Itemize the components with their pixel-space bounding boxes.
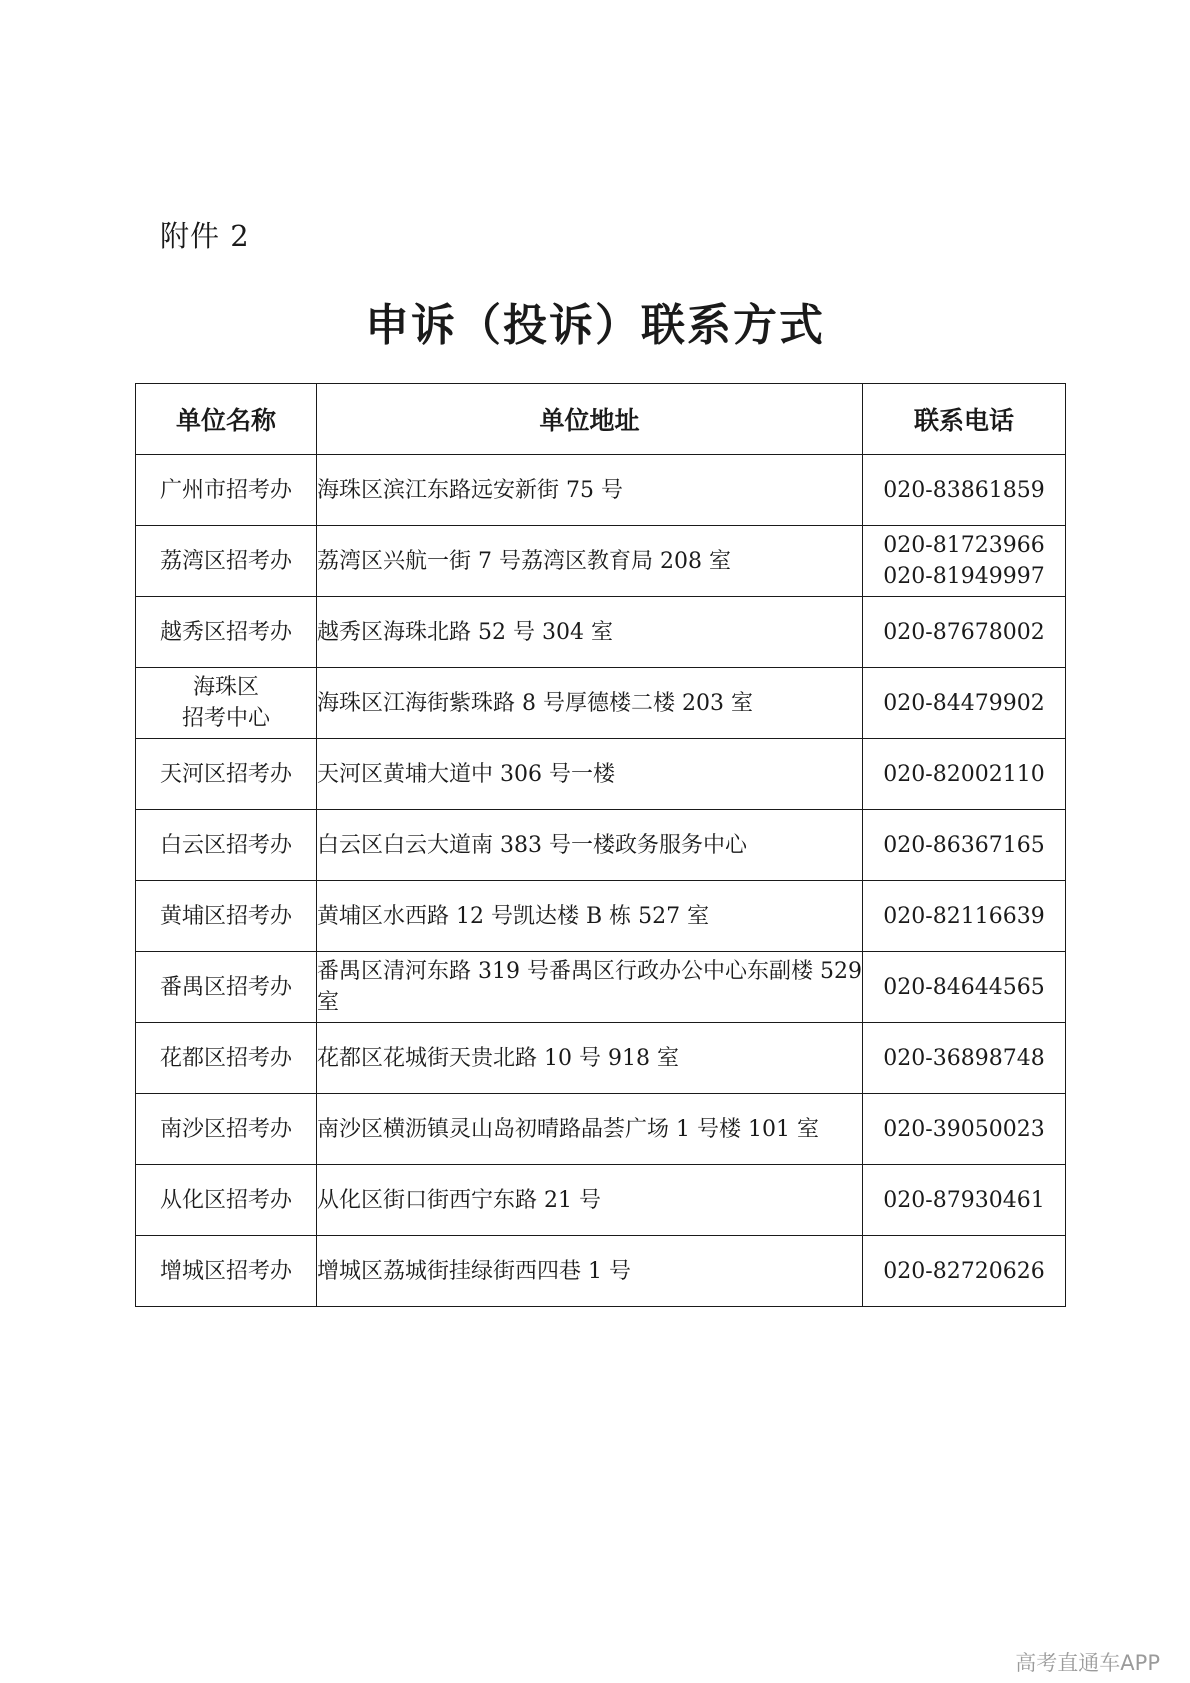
- phone-number: 020-86367165: [883, 832, 1045, 858]
- unit-address: 南沙区横沥镇灵山岛初晴路晶荟广场 1 号楼 101 室: [317, 1094, 863, 1165]
- unit-name: 增城区招考办: [159, 1258, 292, 1284]
- contact-table: [135, 383, 1066, 1307]
- table-row: [136, 810, 1066, 881]
- contact-phone-cell: [863, 810, 1066, 881]
- unit-name-cell: [136, 668, 317, 739]
- contact-phone-cell: [863, 1023, 1066, 1094]
- unit-address: 增城区荔城街挂绿街西四巷 1 号: [317, 1236, 863, 1307]
- contact-phone-cell: [863, 597, 1066, 668]
- contact-phone-cell: [863, 526, 1066, 597]
- unit-address: 越秀区海珠北路 52 号 304 室: [317, 597, 863, 668]
- contact-phone-cell: [863, 881, 1066, 952]
- unit-name: 荔湾区招考办: [159, 548, 292, 574]
- phone-number: 020-82116639: [883, 903, 1045, 929]
- table-row: [136, 597, 1066, 668]
- table-row: [136, 455, 1066, 526]
- phone-number: 020-84644565: [883, 974, 1045, 1000]
- header-contact-phone: 联系电话: [863, 384, 1066, 455]
- unit-name-cell: [136, 1023, 317, 1094]
- unit-address: 荔湾区兴航一街 7 号荔湾区教育局 208 室: [317, 526, 863, 597]
- contact-phone-cell: [863, 1094, 1066, 1165]
- watermark: 高考直通车APP: [1015, 1651, 1160, 1675]
- phone-number: 020-39050023: [883, 1116, 1045, 1142]
- unit-name: 南沙区招考办: [159, 1116, 292, 1142]
- table-row: [136, 952, 1066, 1023]
- unit-name-cell: [136, 597, 317, 668]
- unit-name-cell: [136, 810, 317, 881]
- unit-address: 海珠区滨江东路远安新街 75 号: [317, 455, 863, 526]
- table-row: [136, 881, 1066, 952]
- unit-name: 广州市招考办: [159, 477, 292, 503]
- phone-number: 020-36898748: [883, 1045, 1045, 1071]
- table-row: [136, 1094, 1066, 1165]
- unit-name: 番禺区招考办: [159, 974, 292, 1000]
- header-unit-address: 单位地址: [317, 384, 863, 455]
- unit-name-cell: [136, 455, 317, 526]
- phone-number: 020-87930461: [883, 1187, 1045, 1213]
- unit-name: 白云区招考办: [159, 832, 292, 858]
- unit-address: 海珠区江海街紫珠路 8 号厚德楼二楼 203 室: [317, 668, 863, 739]
- phone-number: 020-81723966: [883, 533, 1045, 558]
- unit-address: 从化区街口街西宁东路 21 号: [317, 1165, 863, 1236]
- phone-number: 020-83861859: [883, 477, 1045, 503]
- contact-phone-cell: [863, 1165, 1066, 1236]
- table-header-row: [136, 384, 1066, 455]
- unit-name: 花都区招考办: [159, 1045, 292, 1071]
- unit-name: 越秀区招考办: [159, 619, 292, 645]
- unit-address: 黄埔区水西路 12 号凯达楼 B 栋 527 室: [317, 881, 863, 952]
- contact-phone-cell: [863, 455, 1066, 526]
- table-row: [136, 1165, 1066, 1236]
- unit-name-cell: [136, 1236, 317, 1307]
- unit-address: 白云区白云大道南 383 号一楼政务服务中心: [317, 810, 863, 881]
- phone-number: 020-82002110: [883, 761, 1045, 787]
- unit-name-cell: [136, 1094, 317, 1165]
- unit-address: 花都区花城街天贵北路 10 号 918 室: [317, 1023, 863, 1094]
- table-body: [136, 455, 1066, 1307]
- phone-number: 020-81949997: [883, 564, 1045, 589]
- unit-name: 黄埔区招考办: [159, 903, 292, 929]
- table-row: [136, 526, 1066, 597]
- unit-name: 天河区招考办: [159, 761, 292, 787]
- table-row: [136, 1023, 1066, 1094]
- phone-number: 020-84479902: [883, 690, 1045, 716]
- table-row: [136, 668, 1066, 739]
- header-unit-name: 单位名称: [136, 384, 317, 455]
- unit-address: 天河区黄埔大道中 306 号一楼: [317, 739, 863, 810]
- unit-name-cell: [136, 526, 317, 597]
- phone-number: 020-82720626: [883, 1258, 1045, 1284]
- contact-phone-cell: [863, 952, 1066, 1023]
- table-row: [136, 1236, 1066, 1307]
- unit-name: 从化区招考办: [159, 1187, 292, 1213]
- table-row: [136, 739, 1066, 810]
- unit-name-cell: [136, 1165, 317, 1236]
- phone-number: 020-87678002: [883, 619, 1045, 645]
- contact-phone-cell: [863, 1236, 1066, 1307]
- unit-name-cell: [136, 739, 317, 810]
- unit-address: 番禺区清河东路 319 号番禺区行政办公中心东副楼 529 室: [317, 952, 863, 1023]
- page-title: 申诉（投诉）联系方式: [365, 300, 825, 351]
- unit-name: 海珠区 招考中心: [181, 675, 270, 731]
- attachment-label: 附件 2: [160, 219, 250, 253]
- contact-phone-cell: [863, 739, 1066, 810]
- unit-name-cell: [136, 952, 317, 1023]
- contact-phone-cell: [863, 668, 1066, 739]
- unit-name-cell: [136, 881, 317, 952]
